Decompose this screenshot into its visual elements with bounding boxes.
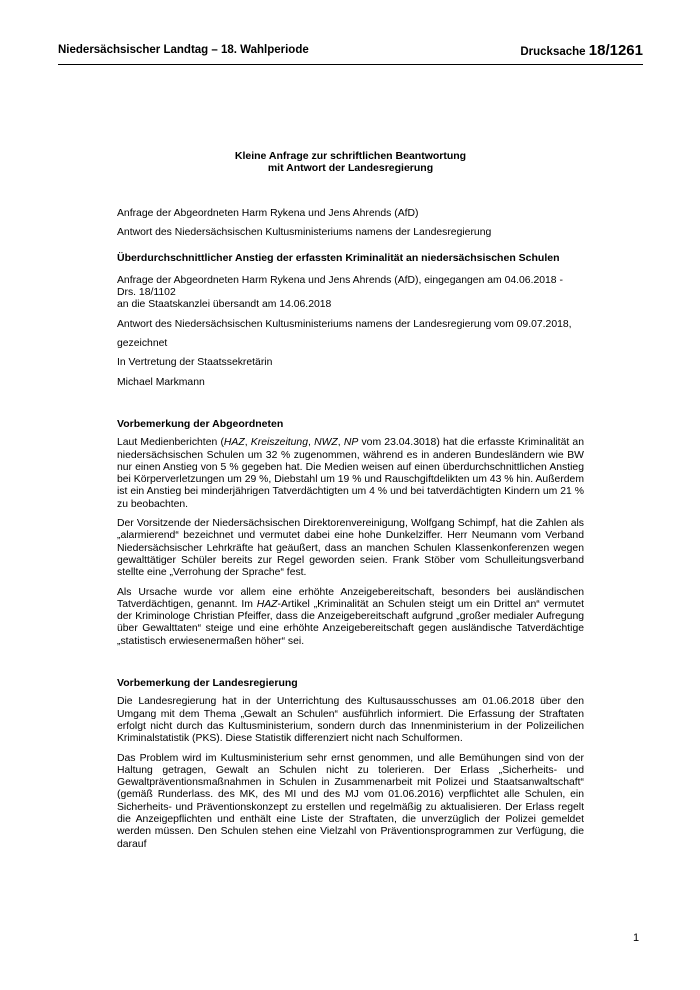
page-number: 1	[633, 932, 640, 944]
signer-name: Michael Markmann	[117, 376, 205, 388]
landesregierung-paragraph-2: Das Problem wird im Kultusministerium sehr ernst genommen, und alle Bemühungen sind von der Haltung getragen, Gewalt an Schulen nicht zu tolerieren. Der Erlass „Sicherheits- und Gewaltpräventionsmaßnahmen in Schulen in Zusammenarbeit mit Polizei und Staatsanwaltschaft“ (gemäß Runderlass. des MK, des MI und des MJ vom 01.06.2016) verpflichtet alle Schulen, ein Sicherheits- und Präventionskonzept zu erstellen und regelmäßig zu aktualisieren. Der Erlass regelt die Anzeigepflichten und enthält eine Liste der Straftaten, die unverzüglich der Polizei gemeldet werden müssen. Den Schulen stehen eine Vielzahl von Präventionsprogrammen zur Verfügung, die darauf	[117, 752, 584, 850]
anfrage-details-line1: Anfrage der Abgeordneten Harm Rykena und Jens Ahrends (AfD), eingegangen am 04.06.2018 - Drs. 18/1102	[117, 274, 563, 299]
subject-heading: Überdurchschnittlicher Anstieg der erfassten Kriminalität an niedersächsischen Schulen	[117, 251, 560, 264]
abgeordnete-paragraph-2: Der Vorsitzende der Niedersächsischen Direktorenvereinigung, Wolfgang Schimpf, hat die Zahlen als „alarmierend“ bezeichnet und vermutet dabei eine hohe Dunkelziffer. Herr Neumann vom Verband Niedersächsischer Lehrkräfte hat geäußert, dass an manchen Schulen Klassenkonferenzen wegen gewalttätiger Schüler bereits zur Regel geworden seien. Frank Stöber vom Schulleitungsverband stellte eine „Verrohung der Sprache“ fest.	[117, 518, 584, 579]
abgeordnete-paragraph-1: Laut Medienberichten (HAZ, Kreiszeitung, NWZ, NP vom 23.04.3018) hat die erfasste Kriminalität an niedersächsischen Schulen um 32 % zugenommen, während es in anderen Bundesländern wie BW nur einen Anstieg von 5 % gegeben hat. Die Medien weisen auf einen überdurchschnittlichen Anstieg bei Körperverletzungen um 29 %, Diebstahl um 19 % und Rauschgiftdelikten um 43 % hin. Außerdem ist ein Anstieg bei minderjährigen Tatverdächtigten um 4 % und bei tatverdächtigten Kindern um 21 % zu beobachten.	[117, 437, 584, 510]
landesregierung-heading: Vorbemerkung der Landesregierung	[117, 677, 298, 690]
drucksache-label	[520, 42, 643, 59]
document-title-line1: Kleine Anfrage zur schriftlichen Beantwortung	[234, 150, 467, 162]
landesregierung-paragraph-1: Die Landesregierung hat in der Unterrichtung des Kultusausschusses am 01.06.2018 über den Umgang mit dem Thema „Gewalt an Schulen“ ausführlich informiert. Die Erfassung der Straftaten erfolgt nicht durch das Kultusministerium, sondern durch das Innenministerium in der Polizeilichen Kriminalstatistik (PKS). Diese Statistik differenziert nicht nach Schulformen.	[117, 696, 584, 745]
parliament-label: Niedersächsischer Landtag – 18. Wahlperiode	[58, 44, 309, 56]
document-title-line2: mit Antwort der Landesregierung	[267, 162, 434, 174]
vertretung-line: In Vertretung der Staatssekretärin	[117, 357, 273, 369]
anfrage-details	[117, 275, 584, 312]
antwort-details: Antwort des Niedersächsischen Kultusministeriums namens der Landesregierung vom 09.07.2018,	[117, 318, 572, 330]
abgeordnete-heading: Vorbemerkung der Abgeordneten	[117, 417, 284, 430]
gezeichnet-line: gezeichnet	[117, 338, 168, 350]
document-title	[117, 150, 584, 174]
header-rule	[58, 64, 643, 65]
abgeordnete-paragraph-3: Als Ursache wurde vor allem eine erhöhte Anzeigebereitschaft, besonders bei ausländischen Tatverdächtigen, genannt. Im HAZ-Artikel „Kriminalität an Schulen steigt um ein Drittel an“ vermutet der Kriminologe Christian Pfeiffer, dass die Anzeigebereitschaft aufgrund „großer medialer Aufregung über Gewalttaten“ steige und eine erhöhte Anzeigebereitschaft gegen ausländische Tatverdächtige „statistisch erwiesenermaßen höher“ sei.	[117, 586, 584, 647]
drucksache-number: 18/1261	[588, 42, 643, 59]
document-body	[117, 208, 584, 858]
page-header	[58, 42, 643, 64]
antwort-line: Antwort des Niedersächsischen Kultusministeriums namens der Landesregierung	[117, 227, 492, 239]
anfrage-line: Anfrage der Abgeordneten Harm Rykena und Jens Ahrends (AfD)	[117, 208, 419, 219]
anfrage-details-line2: an die Staatskanzlei übersandt am 14.06.2018	[117, 299, 332, 311]
drucksache-prefix: Drucksache	[520, 46, 586, 58]
